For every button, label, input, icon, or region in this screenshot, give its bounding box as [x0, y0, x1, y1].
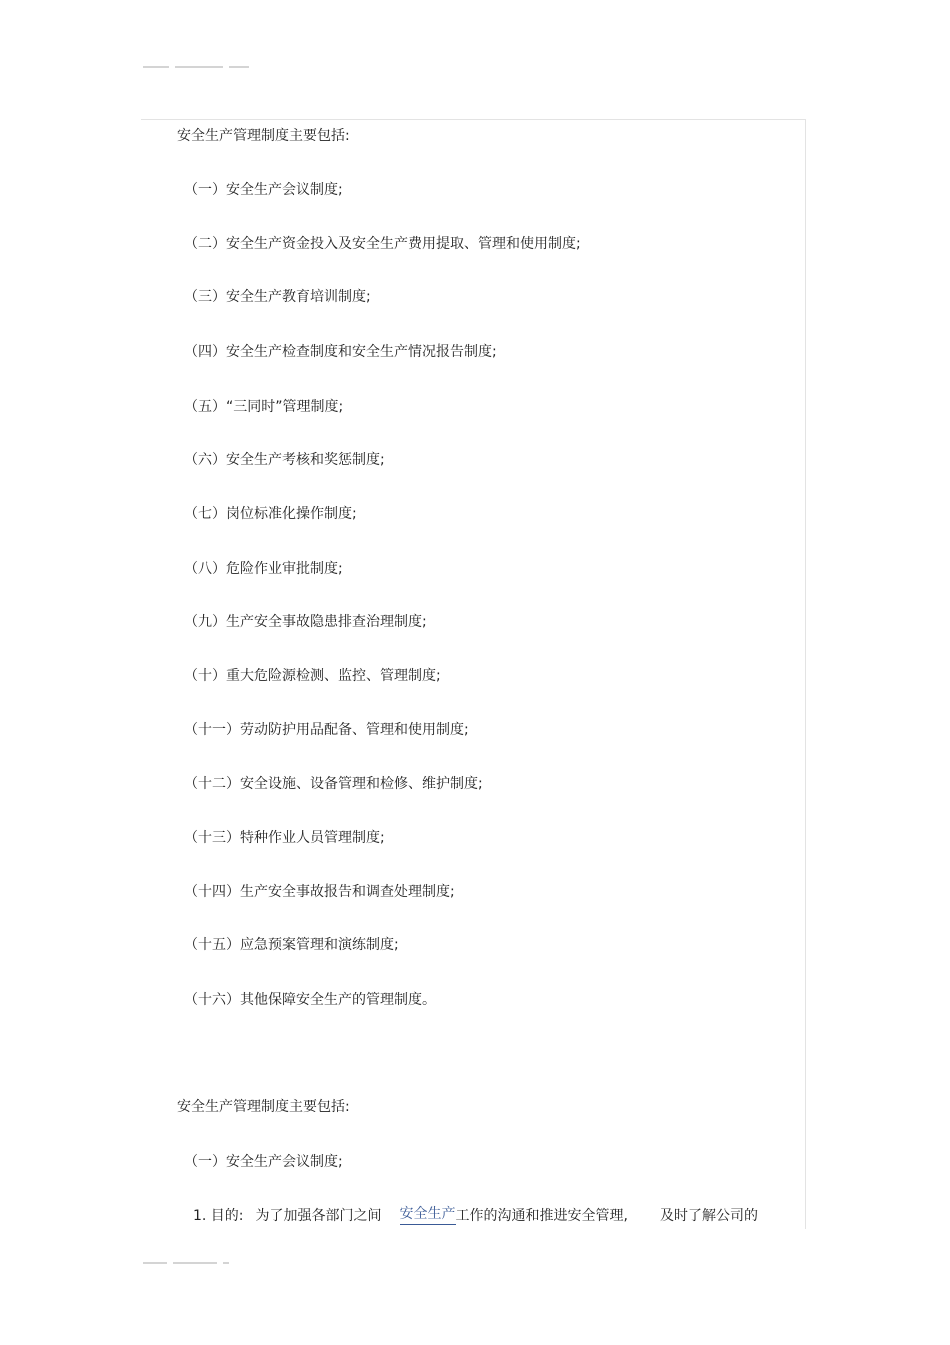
- list-item: （七）岗位标准化操作制度;: [184, 506, 357, 522]
- purpose-text: 为了加强各部门之间: [255, 1208, 382, 1224]
- list-item: （三）安全生产教育培训制度;: [184, 289, 371, 305]
- list-item: （十三）特种作业人员管理制度;: [184, 830, 385, 846]
- list-item: （二）安全生产资金投入及安全生产费用提取、管理和使用制度;: [184, 236, 581, 252]
- list-item: （十二）安全设施、设备管理和检修、维护制度;: [184, 776, 483, 792]
- purpose-paragraph: [193, 1206, 758, 1226]
- safety-production-link[interactable]: 安全生产: [400, 1206, 456, 1225]
- list-item: （十）重大危险源检测、监控、管理制度;: [184, 668, 441, 684]
- footer-mark: [173, 1262, 217, 1264]
- page-footer-marks: [143, 1262, 229, 1264]
- header-mark: [175, 66, 223, 68]
- header-mark: [229, 66, 249, 68]
- list-item: （十一）劳动防护用品配备、管理和使用制度;: [184, 722, 469, 738]
- list-item: （十四）生产安全事故报告和调查处理制度;: [184, 884, 455, 900]
- page-header-marks: [143, 66, 249, 68]
- purpose-text: 及时了解公司的: [659, 1208, 758, 1224]
- list-item: （六）安全生产考核和奖惩制度;: [184, 452, 385, 468]
- list-item: （十六）其他保障安全生产的管理制度。: [184, 992, 436, 1008]
- footer-mark: [223, 1262, 229, 1264]
- purpose-label: 1. 目的:: [193, 1208, 244, 1224]
- list-item: （八）危险作业审批制度;: [184, 561, 343, 577]
- list-item: （四）安全生产检查制度和安全生产情况报告制度;: [184, 344, 497, 360]
- section-heading: 安全生产管理制度主要包括:: [177, 128, 350, 144]
- footer-mark: [143, 1262, 167, 1264]
- document-content: [141, 119, 806, 1229]
- section-heading: 安全生产管理制度主要包括:: [177, 1099, 350, 1115]
- list-item: （一）安全生产会议制度;: [184, 182, 343, 198]
- header-mark: [143, 66, 169, 68]
- purpose-text: 工作的沟通和推进安全管理,: [455, 1208, 628, 1224]
- list-item: （五）“三同时”管理制度;: [184, 399, 344, 415]
- list-item: （十五）应急预案管理和演练制度;: [184, 937, 399, 953]
- list-item: （九）生产安全事故隐患排查治理制度;: [184, 614, 427, 630]
- list-item: （一）安全生产会议制度;: [184, 1154, 343, 1170]
